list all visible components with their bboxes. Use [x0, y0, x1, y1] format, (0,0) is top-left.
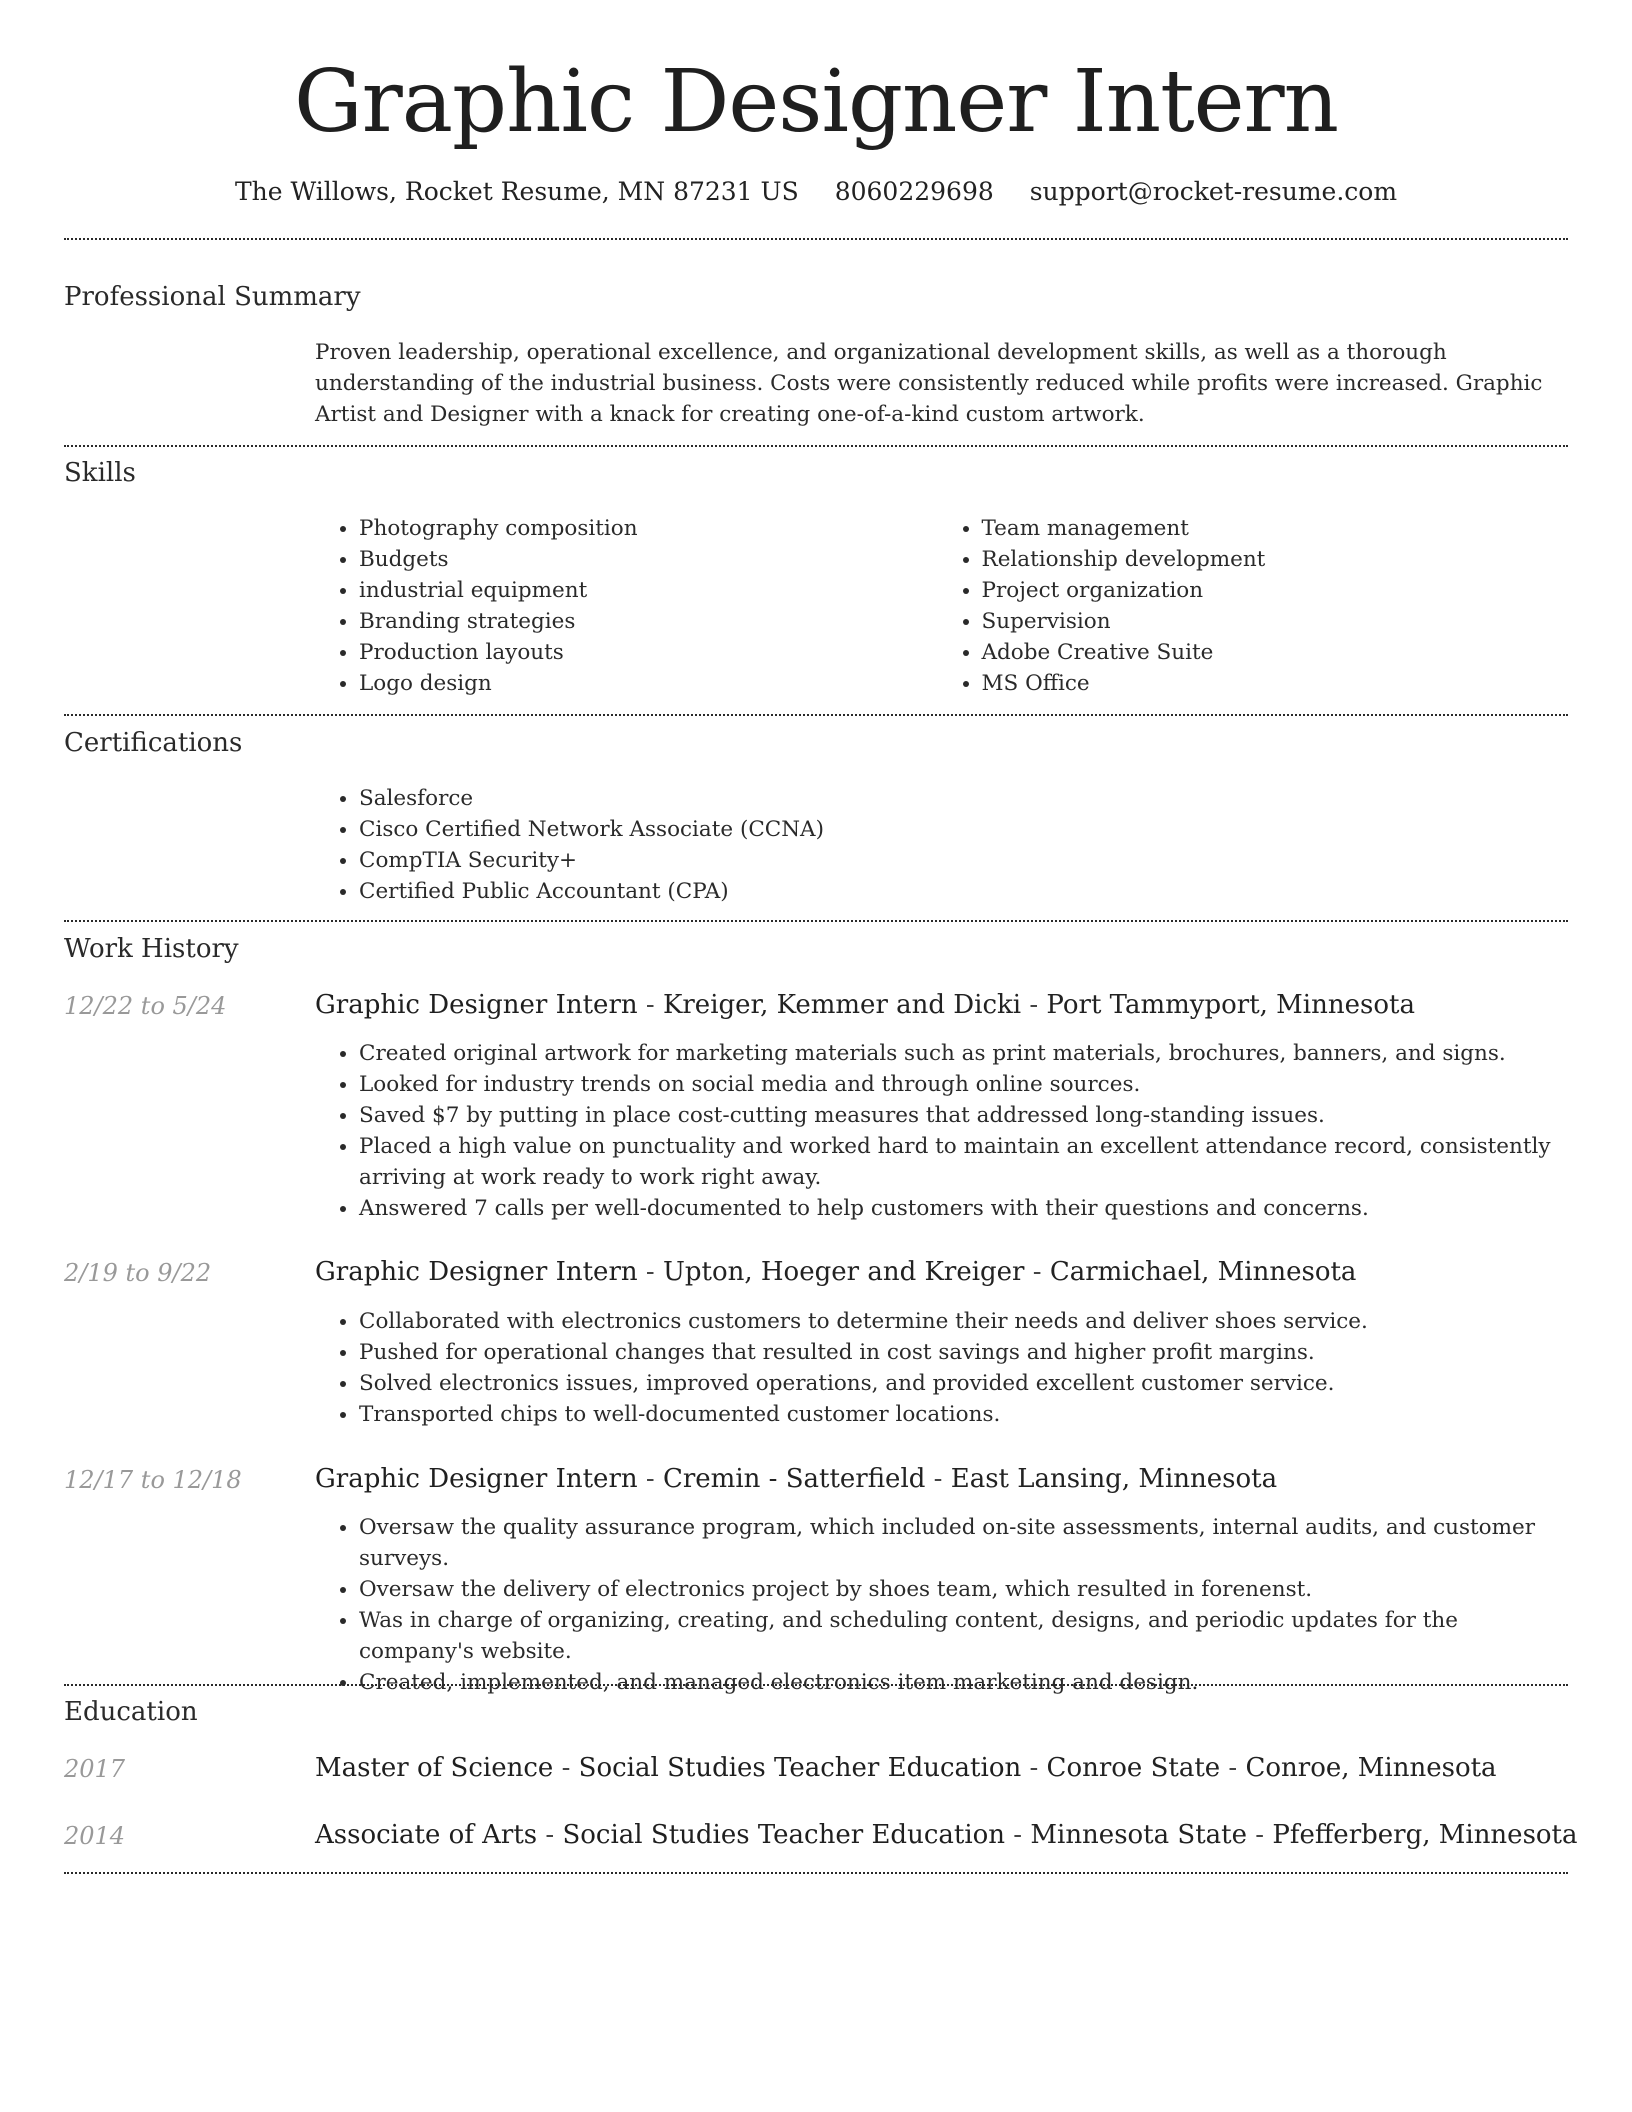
job-heading: [315, 1462, 1565, 1496]
job-bullets: [315, 1038, 1560, 1224]
skill-item: • Production layouts: [359, 637, 938, 668]
job-bullets: [315, 1512, 1560, 1698]
job-dates: 2/19 to 9/22: [64, 1259, 212, 1287]
job-bullets-block: [315, 1306, 1560, 1430]
job-bullet: • Saved $7 by putting in place cost-cutting measures that addressed long-standing issues.: [359, 1100, 1560, 1131]
job-bullet: • Pushed for operational changes that resulted in cost savings and higher profit margins.: [359, 1337, 1560, 1368]
summary-text: Proven leadership, operational excellence, and organizational development skills, as well as a thorough understanding of the industrial business. Costs were consistently reduced while profits were increased. Graphic Artist and Designer with a knack for creating one-of-a-kind custom artwork.: [315, 340, 1543, 427]
heading-separator: -: [1220, 1753, 1246, 1783]
education-year: 2014: [64, 1822, 126, 1850]
section-divider: [64, 445, 1568, 447]
job-company: Cremin - Satterfield: [662, 1464, 926, 1494]
job-heading: [315, 988, 1565, 1022]
job-bullet: • Answered 7 calls per well-documented to help customers with their questions and concerns.: [359, 1193, 1560, 1224]
job-bullet: • Transported chips to well-documented customer locations.: [359, 1399, 1560, 1430]
job-dates: 12/17 to 12/18: [64, 1466, 242, 1494]
skill-item: • Supervision: [982, 606, 1561, 637]
skills-list-right: [938, 513, 1561, 699]
section-title-work-history: Work History: [64, 934, 239, 964]
contact-email: support@rocket-resume.com: [1029, 177, 1398, 206]
job-bullet: • Was in charge of organizing, creating, and scheduling content, designs, and periodic updates for the company's website.: [359, 1605, 1560, 1667]
job-bullet: • Looked for industry trends on social media and through online sources.: [359, 1069, 1560, 1100]
heading-separator: -: [537, 1820, 563, 1850]
heading-separator: -: [1021, 990, 1047, 1020]
education-school: Conroe State: [1046, 1753, 1221, 1783]
resume-header: [0, 50, 1632, 208]
section-divider: [64, 1684, 1568, 1686]
section-title-skills: Skills: [64, 458, 136, 488]
job-company: Upton, Hoeger and Kreiger: [662, 1257, 1025, 1287]
heading-separator: -: [1247, 1820, 1273, 1850]
heading-separator: -: [637, 1464, 663, 1494]
skills-list-left: [315, 513, 938, 699]
job-bullet: • Oversaw the quality assurance program, which included on-site assessments, internal audits, and customer surveys.: [359, 1512, 1560, 1574]
skill-item: • Adobe Creative Suite: [982, 637, 1561, 668]
certification-item: • Salesforce: [359, 783, 1560, 814]
job-heading: [315, 1255, 1565, 1289]
skill-item: • Project organization: [982, 575, 1561, 606]
skill-item: • Relationship development: [982, 544, 1561, 575]
contact-address: The Willows, Rocket Resume, MN 87231 US: [234, 177, 799, 206]
job-location: Carmichael, Minnesota: [1049, 1257, 1357, 1287]
education-heading: [315, 1751, 1565, 1785]
section-title-summary: Professional Summary: [64, 282, 361, 312]
heading-separator: -: [553, 1753, 579, 1783]
section-divider: [64, 714, 1568, 716]
education-field: Social Studies Teacher Education: [578, 1753, 1022, 1783]
skill-item: • Branding strategies: [359, 606, 938, 637]
education-degree: Associate of Arts: [315, 1820, 538, 1850]
job-location: Port Tammyport, Minnesota: [1046, 990, 1415, 1020]
job-bullet: • Placed a high value on punctuality and worked hard to maintain an excellent attendance record, consistently arriving at work ready to work right away.: [359, 1131, 1560, 1193]
education-year: 2017: [64, 1755, 126, 1783]
job-bullets: [315, 1306, 1560, 1430]
job-bullets-block: [315, 1038, 1560, 1224]
job-location: East Lansing, Minnesota: [950, 1464, 1278, 1494]
heading-separator: -: [1005, 1820, 1031, 1850]
job-bullet: • Collaborated with electronics customers to determine their needs and deliver shoes service.: [359, 1306, 1560, 1337]
job-dates: 12/22 to 5/24: [64, 992, 227, 1020]
contact-line: [0, 176, 1632, 208]
job-bullet: • Solved electronics issues, improved operations, and provided excellent customer service.: [359, 1368, 1560, 1399]
heading-separator: -: [637, 990, 663, 1020]
certification-item: • Certified Public Accountant (CPA): [359, 876, 1560, 907]
job-bullets-block: [315, 1512, 1560, 1698]
job-bullet: • Created original artwork for marketing materials such as print materials, brochures, banners, and signs.: [359, 1038, 1560, 1069]
education-location: Conroe, Minnesota: [1245, 1753, 1497, 1783]
section-divider: [64, 238, 1568, 240]
heading-separator: -: [925, 1464, 951, 1494]
skill-item: • Budgets: [359, 544, 938, 575]
certifications-list: [315, 783, 1560, 907]
education-heading: [315, 1818, 1578, 1852]
section-title-education: Education: [64, 1697, 198, 1727]
education-location: Pfefferberg, Minnesota: [1272, 1820, 1578, 1850]
heading-separator: -: [1024, 1257, 1050, 1287]
skill-item: • Team management: [982, 513, 1561, 544]
job-title: Graphic Designer Intern: [315, 990, 638, 1020]
skill-item: • Logo design: [359, 668, 938, 699]
job-bullet: • Oversaw the delivery of electronics project by shoes team, which resulted in forenenst.: [359, 1574, 1560, 1605]
candidate-name: Graphic Designer Intern: [293, 52, 1339, 152]
skill-item: • MS Office: [982, 668, 1561, 699]
skill-item: • industrial equipment: [359, 575, 938, 606]
skills-block: [315, 513, 1560, 699]
certification-item: • CompTIA Security+: [359, 845, 1560, 876]
certification-item: • Cisco Certified Network Associate (CCNA): [359, 814, 1560, 845]
section-divider: [64, 1872, 1568, 1874]
section-title-certifications: Certifications: [64, 728, 243, 758]
heading-separator: -: [1021, 1753, 1047, 1783]
job-title: Graphic Designer Intern: [315, 1464, 638, 1494]
certifications-block: [315, 783, 1560, 907]
summary-block: [315, 337, 1560, 430]
contact-phone: 8060229698: [834, 177, 994, 206]
job-bullet: • Created, implemented, and managed electronics item marketing and design.: [359, 1667, 1560, 1698]
job-company: Kreiger, Kemmer and Dicki: [662, 990, 1022, 1020]
skills-grid: [315, 513, 1560, 699]
job-title: Graphic Designer Intern: [315, 1257, 638, 1287]
education-field: Social Studies Teacher Education: [562, 1820, 1006, 1850]
section-divider: [64, 920, 1568, 922]
heading-separator: -: [637, 1257, 663, 1287]
education-degree: Master of Science: [315, 1753, 554, 1783]
skill-item: • Photography composition: [359, 513, 938, 544]
education-school: Minnesota State: [1030, 1820, 1247, 1850]
